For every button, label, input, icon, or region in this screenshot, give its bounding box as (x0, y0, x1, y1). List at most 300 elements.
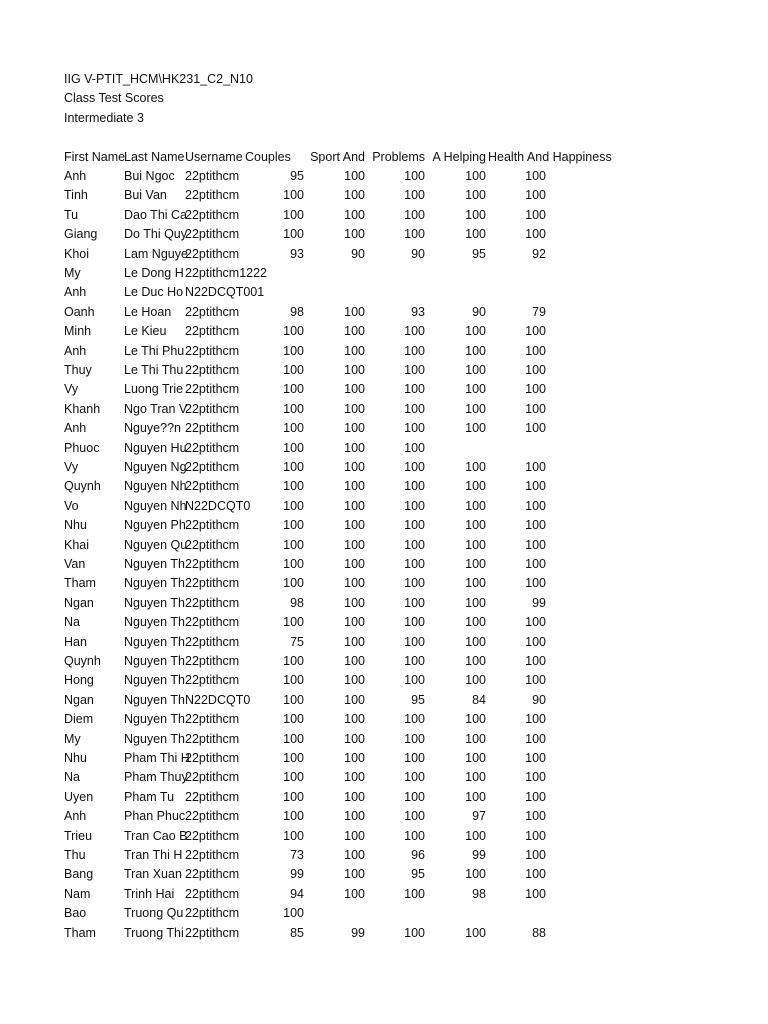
cell-couples: 100 (283, 324, 304, 339)
cell-username: 22ptithcm (185, 576, 240, 591)
table-row (0, 613, 768, 632)
cell-health-and-happiness: 100 (525, 188, 546, 203)
cell-problems: 100 (404, 925, 425, 940)
cell-last-name: Nguye??n (124, 421, 181, 436)
cell-health-and-happiness: 100 (525, 421, 546, 436)
cell-last-name: Nguyen Th (124, 673, 185, 688)
cell-username: 22ptithcm (185, 809, 240, 824)
cell-couples: 100 (283, 479, 304, 494)
cell-a-helping: 100 (465, 789, 486, 804)
cell-health-and-happiness: 100 (525, 227, 546, 242)
cell-sport-and: 100 (344, 789, 365, 804)
cell-a-helping: 100 (465, 925, 486, 940)
cell-username: 22ptithcm (185, 518, 240, 533)
cell-couples: 73 (290, 848, 304, 862)
col-couples: Couples (245, 149, 291, 164)
table-row (0, 322, 768, 341)
cell-last-name: Nguyen Nh (124, 479, 187, 494)
table-row (0, 303, 768, 322)
cell-problems: 100 (404, 576, 425, 591)
cell-last-name: Le Dong H (124, 266, 184, 280)
cell-couples: 100 (283, 188, 304, 203)
cell-last-name: Nguyen Th (124, 692, 185, 707)
cell-a-helping: 100 (465, 595, 486, 610)
cell-couples: 75 (290, 634, 304, 649)
cell-problems: 100 (404, 789, 425, 804)
cell-first-name: Trieu (64, 828, 93, 843)
cell-a-helping: 100 (465, 207, 486, 222)
cell-health-and-happiness: 100 (525, 731, 546, 746)
cell-last-name: Lam Nguye (124, 246, 188, 261)
cell-first-name: Diem (64, 712, 94, 727)
cell-couples: 95 (290, 169, 304, 183)
cell-problems: 100 (404, 654, 425, 668)
cell-a-helping: 100 (465, 421, 486, 436)
cell-last-name: Nguyen Th (124, 615, 185, 630)
cell-sport-and: 100 (344, 886, 365, 901)
cell-couples: 100 (283, 576, 304, 591)
table-row (0, 633, 768, 652)
cell-username: 22ptithcm (185, 770, 240, 785)
table-row (0, 536, 768, 555)
cell-last-name: Nguyen Th (124, 712, 185, 727)
cell-username: 22ptithcm (185, 751, 240, 765)
cell-sport-and: 100 (344, 828, 365, 843)
col-last-name: Last Name (124, 149, 185, 164)
cell-sport-and: 100 (344, 751, 365, 765)
cell-a-helping: 100 (465, 751, 486, 765)
cell-first-name: Tham (64, 576, 96, 591)
cell-health-and-happiness: 100 (525, 770, 546, 785)
cell-last-name: Tran Thi H (124, 848, 183, 862)
cell-couples: 100 (283, 789, 304, 804)
cell-username: 22ptithcm (185, 207, 240, 222)
cell-sport-and: 100 (344, 770, 365, 785)
cell-username: 22ptithcm (185, 382, 240, 397)
table-row (0, 768, 768, 787)
cell-first-name: Nhu (64, 518, 87, 533)
cell-last-name: Nguyen Th (124, 634, 185, 649)
cell-first-name: Phuoc (64, 440, 100, 455)
table-row (0, 477, 768, 496)
cell-first-name: Na (64, 770, 80, 785)
table-row (0, 885, 768, 904)
cell-health-and-happiness: 100 (525, 363, 546, 377)
cell-problems: 100 (404, 460, 425, 474)
table-row (0, 206, 768, 225)
cell-username: 22ptithcm (185, 925, 240, 940)
cell-problems: 93 (411, 304, 425, 319)
cell-a-helping: 100 (465, 401, 486, 416)
cell-sport-and: 100 (344, 634, 365, 649)
cell-last-name: Le Hoan (124, 304, 172, 319)
cell-couples: 100 (283, 401, 304, 416)
cell-last-name: Nguyen Hu (124, 440, 187, 455)
cell-first-name: Khoi (64, 246, 90, 261)
table-row (0, 458, 768, 477)
table-row (0, 186, 768, 205)
cell-first-name: Anh (64, 421, 87, 436)
cell-sport-and: 100 (344, 537, 365, 552)
cell-last-name: Le Thi Thu (124, 363, 184, 377)
cell-health-and-happiness: 100 (525, 557, 546, 571)
cell-sport-and: 100 (344, 382, 365, 397)
cell-username: 22ptithcm (185, 828, 240, 843)
cell-last-name: Phan Phuc (124, 809, 186, 824)
column-header-row (0, 148, 768, 167)
table-row (0, 419, 768, 438)
cell-problems: 100 (404, 343, 425, 358)
cell-health-and-happiness: 100 (525, 751, 546, 765)
cell-problems: 95 (411, 867, 425, 882)
cell-username: 22ptithcm (185, 673, 240, 688)
cell-problems: 90 (411, 246, 425, 261)
cell-health-and-happiness: 100 (525, 207, 546, 222)
cell-health-and-happiness: 100 (525, 498, 546, 513)
cell-first-name: Thu (64, 848, 86, 862)
cell-sport-and: 100 (344, 712, 365, 727)
cell-last-name: Pham Tu (124, 789, 175, 804)
cell-couples: 100 (283, 615, 304, 630)
cell-sport-and: 100 (344, 479, 365, 494)
cell-last-name: Ngo Tran V (124, 401, 188, 416)
cell-problems: 100 (404, 634, 425, 649)
cell-first-name: Anh (64, 169, 87, 183)
cell-couples: 100 (283, 440, 304, 455)
cell-couples: 100 (283, 227, 304, 242)
cell-username: 22ptithcm (185, 789, 240, 804)
cell-username: 22ptithcm (185, 906, 240, 921)
cell-a-helping: 100 (465, 654, 486, 668)
cell-health-and-happiness: 100 (525, 634, 546, 649)
cell-first-name: Uyen (64, 789, 94, 804)
cell-last-name: Truong Qu (124, 906, 184, 921)
cell-first-name: Ngan (64, 595, 94, 610)
cell-first-name: Na (64, 615, 80, 630)
cell-problems: 100 (404, 615, 425, 630)
cell-problems: 100 (404, 363, 425, 377)
cell-sport-and: 100 (344, 557, 365, 571)
cell-couples: 93 (290, 246, 304, 261)
cell-first-name: Khanh (64, 401, 101, 416)
cell-couples: 100 (283, 207, 304, 222)
cell-username: 22ptithcm1222 (185, 266, 268, 280)
cell-first-name: Anh (64, 809, 87, 824)
cell-couples: 100 (283, 363, 304, 377)
cell-sport-and: 100 (344, 673, 365, 688)
cell-first-name: My (64, 731, 81, 746)
cell-couples: 100 (283, 537, 304, 552)
cell-a-helping: 100 (465, 537, 486, 552)
cell-first-name: Vo (64, 498, 79, 513)
cell-sport-and: 100 (344, 188, 365, 203)
cell-problems: 100 (404, 731, 425, 746)
cell-first-name: Khai (64, 537, 90, 552)
cell-sport-and: 100 (344, 518, 365, 533)
table-row (0, 691, 768, 710)
cell-a-helping: 100 (465, 460, 486, 474)
cell-couples: 100 (283, 809, 304, 824)
cell-health-and-happiness: 100 (525, 537, 546, 552)
cell-a-helping: 100 (465, 828, 486, 843)
table-row (0, 167, 768, 186)
cell-sport-and: 100 (344, 692, 365, 707)
table-row (0, 264, 768, 283)
table-row (0, 555, 768, 574)
cell-a-helping: 95 (472, 246, 486, 261)
table-row (0, 400, 768, 419)
cell-a-helping: 99 (472, 848, 486, 862)
cell-problems: 100 (404, 324, 425, 339)
cell-sport-and: 100 (344, 304, 365, 319)
cell-problems: 100 (404, 673, 425, 688)
cell-couples: 100 (283, 654, 304, 668)
cell-last-name: Tran Xuan (124, 867, 182, 882)
cell-sport-and: 100 (344, 227, 365, 242)
table-row (0, 865, 768, 884)
cell-username: N22DCQT0 (185, 498, 251, 513)
cell-health-and-happiness: 100 (525, 673, 546, 688)
cell-sport-and: 100 (344, 615, 365, 630)
cell-a-helping: 100 (465, 634, 486, 649)
table-row (0, 342, 768, 361)
cell-last-name: Nguyen Th (124, 557, 185, 571)
cell-last-name: Do Thi Quy (124, 227, 187, 242)
cell-problems: 100 (404, 518, 425, 533)
cell-a-helping: 100 (465, 479, 486, 494)
cell-first-name: Oanh (64, 304, 95, 319)
table-row (0, 516, 768, 535)
cell-sport-and: 100 (344, 576, 365, 591)
cell-sport-and: 100 (344, 207, 365, 222)
cell-username: 22ptithcm (185, 343, 240, 358)
cell-problems: 100 (404, 440, 425, 455)
table-row (0, 380, 768, 399)
cell-username: 22ptithcm (185, 246, 240, 261)
report-title: Class Test Scores (64, 91, 164, 106)
cell-last-name: Le Duc Ho (124, 285, 184, 300)
cell-couples: 100 (283, 557, 304, 571)
report-level: Intermediate 3 (64, 110, 144, 125)
cell-couples: 100 (283, 498, 304, 513)
cell-a-helping: 100 (465, 518, 486, 533)
cell-first-name: Anh (64, 285, 87, 300)
cell-username: 22ptithcm (185, 169, 240, 183)
cell-couples: 100 (283, 828, 304, 843)
cell-first-name: Tham (64, 925, 96, 940)
cell-health-and-happiness: 100 (525, 576, 546, 591)
cell-couples: 94 (290, 886, 304, 901)
cell-health-and-happiness: 100 (525, 654, 546, 668)
cell-couples: 98 (290, 595, 304, 610)
cell-health-and-happiness: 88 (532, 925, 546, 940)
cell-sport-and: 100 (344, 343, 365, 358)
cell-first-name: Vy (64, 382, 79, 397)
cell-problems: 100 (404, 498, 425, 513)
cell-username: 22ptithcm (185, 557, 240, 571)
cell-health-and-happiness: 100 (525, 169, 546, 183)
cell-sport-and: 100 (344, 460, 365, 474)
cell-username: 22ptithcm (185, 634, 240, 649)
cell-sport-and: 100 (344, 867, 365, 882)
cell-username: 22ptithcm (185, 188, 240, 203)
cell-a-helping: 97 (472, 809, 486, 824)
table-row (0, 245, 768, 264)
cell-a-helping: 100 (465, 343, 486, 358)
cell-problems: 100 (404, 751, 425, 765)
cell-a-helping: 98 (472, 886, 486, 901)
cell-couples: 100 (283, 731, 304, 746)
cell-problems: 100 (404, 401, 425, 416)
table-row (0, 846, 768, 865)
cell-a-helping: 100 (465, 324, 486, 339)
cell-couples: 100 (283, 421, 304, 436)
cell-couples: 99 (290, 867, 304, 882)
cell-last-name: Le Kieu (124, 324, 167, 339)
table-row (0, 807, 768, 826)
cell-sport-and: 100 (344, 654, 365, 668)
cell-sport-and: 100 (344, 421, 365, 436)
table-row (0, 594, 768, 613)
cell-username: 22ptithcm (185, 401, 240, 416)
col-username: Username (185, 149, 243, 164)
cell-problems: 100 (404, 227, 425, 242)
cell-last-name: Nguyen Ng (124, 460, 187, 474)
cell-problems: 100 (404, 207, 425, 222)
cell-health-and-happiness: 100 (525, 809, 546, 824)
cell-couples: 85 (290, 925, 304, 940)
table-row (0, 730, 768, 749)
cell-last-name: Nguyen Th (124, 595, 185, 610)
cell-last-name: Bui Van (124, 188, 167, 203)
cell-username: 22ptithcm (185, 304, 240, 319)
cell-sport-and: 100 (344, 169, 365, 183)
cell-a-helping: 100 (465, 227, 486, 242)
table-row (0, 361, 768, 380)
cell-problems: 100 (404, 382, 425, 397)
cell-first-name: Nhu (64, 751, 87, 765)
cell-problems: 100 (404, 828, 425, 843)
cell-sport-and: 100 (344, 401, 365, 416)
cell-username: 22ptithcm (185, 363, 240, 377)
cell-username: 22ptithcm (185, 654, 240, 668)
cell-last-name: Nguyen Th (124, 654, 185, 668)
cell-a-helping: 100 (465, 382, 486, 397)
cell-first-name: Thuy (64, 363, 92, 377)
cell-sport-and: 100 (344, 440, 365, 455)
cell-sport-and: 100 (344, 731, 365, 746)
report-path: IIG V-PTIT_HCM\HK231_C2_N10 (64, 72, 253, 86)
cell-health-and-happiness: 99 (532, 595, 546, 610)
cell-last-name: Nguyen Th (124, 576, 185, 591)
col-helping: A Helping (432, 149, 486, 164)
cell-health-and-happiness: 100 (525, 886, 546, 901)
cell-health-and-happiness: 100 (525, 401, 546, 416)
cell-health-and-happiness: 100 (525, 460, 546, 474)
cell-health-and-happiness: 100 (525, 712, 546, 727)
table-row (0, 710, 768, 729)
cell-a-helping: 100 (465, 169, 486, 183)
cell-health-and-happiness: 100 (525, 324, 546, 339)
cell-health-and-happiness: 79 (532, 304, 546, 319)
cell-a-helping: 100 (465, 770, 486, 785)
cell-sport-and: 100 (344, 498, 365, 513)
cell-health-and-happiness: 100 (525, 848, 546, 862)
cell-username: 22ptithcm (185, 421, 240, 436)
table-row (0, 924, 768, 943)
cell-a-helping: 100 (465, 712, 486, 727)
col-sport: Sport And (310, 149, 365, 164)
cell-a-helping: 100 (465, 731, 486, 746)
cell-last-name: Tran Cao B (124, 828, 188, 843)
cell-last-name: Nguyen Th (124, 731, 185, 746)
cell-username: 22ptithcm (185, 615, 240, 630)
cell-username: N22DCQT0 (185, 692, 251, 707)
cell-a-helping: 100 (465, 498, 486, 513)
cell-problems: 100 (404, 169, 425, 183)
cell-problems: 100 (404, 886, 425, 901)
cell-couples: 100 (283, 382, 304, 397)
cell-health-and-happiness: 100 (525, 867, 546, 882)
cell-first-name: Giang (64, 227, 98, 242)
cell-first-name: Bang (64, 867, 94, 882)
cell-a-helping: 100 (465, 615, 486, 630)
cell-sport-and: 90 (351, 246, 365, 261)
cell-sport-and: 100 (344, 809, 365, 824)
cell-sport-and: 100 (344, 324, 365, 339)
cell-a-helping: 100 (465, 673, 486, 688)
cell-username: 22ptithcm (185, 324, 240, 339)
table-row (0, 225, 768, 244)
cell-sport-and: 100 (344, 848, 365, 862)
cell-couples: 98 (290, 304, 304, 319)
cell-couples: 100 (283, 692, 304, 707)
cell-problems: 100 (404, 557, 425, 571)
cell-couples: 100 (283, 518, 304, 533)
cell-username: 22ptithcm (185, 731, 240, 746)
cell-problems: 100 (404, 479, 425, 494)
cell-first-name: Tinh (64, 188, 88, 203)
cell-first-name: My (64, 266, 81, 280)
cell-a-helping: 100 (465, 363, 486, 377)
cell-health-and-happiness: 100 (525, 789, 546, 804)
cell-first-name: Van (64, 557, 86, 571)
cell-problems: 100 (404, 809, 425, 824)
table-row (0, 904, 768, 923)
cell-problems: 100 (404, 421, 425, 436)
cell-last-name: Bui Ngoc (124, 169, 175, 183)
cell-couples: 100 (283, 673, 304, 688)
cell-username: 22ptithcm (185, 227, 240, 242)
cell-couples: 100 (283, 906, 304, 921)
cell-first-name: Han (64, 634, 87, 649)
col-health: Health And Happiness (488, 149, 612, 164)
cell-first-name: Quynh (64, 479, 101, 494)
cell-username: 22ptithcm (185, 440, 240, 455)
cell-problems: 100 (404, 712, 425, 727)
cell-health-and-happiness: 90 (532, 692, 546, 707)
cell-health-and-happiness: 92 (532, 246, 546, 261)
cell-last-name: Pham Thuy (124, 770, 188, 785)
cell-problems: 100 (404, 770, 425, 785)
cell-problems: 100 (404, 188, 425, 203)
cell-first-name: Quynh (64, 654, 101, 668)
cell-health-and-happiness: 100 (525, 615, 546, 630)
table-row (0, 652, 768, 671)
cell-health-and-happiness: 100 (525, 828, 546, 843)
cell-sport-and: 99 (351, 925, 365, 940)
table-row (0, 574, 768, 593)
